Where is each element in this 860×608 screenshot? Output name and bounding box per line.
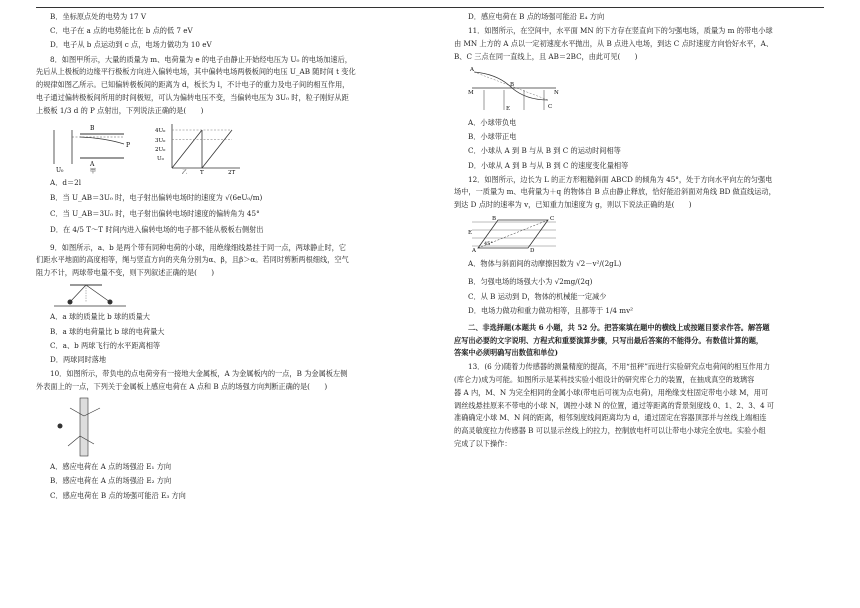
q10-option-d: D．感应电荷在 B 点的场强可能沿 E₄ 方向 <box>468 12 605 21</box>
q12-stem: 12．如图所示，边长为 L 的正方形粗糙斜面 ABCD 的倾角为 45°，处于方向水平向左的匀强电 场中，一质量为 m、电荷量为＋q 的物体自 B 点由静止释放，恰好能沿斜面对角线 BD 做直线运动， 到达 D 点时的速率为 v，已知重力加速度为 g，则以下说法正确的是( ) <box>454 174 776 210</box>
svg-text:2T: 2T <box>228 169 236 174</box>
svg-text:45°: 45° <box>484 241 493 248</box>
deflection-plates-figure <box>50 120 140 174</box>
svg-text:N: N <box>554 89 559 96</box>
svg-text:E: E <box>506 105 511 112</box>
q11-option-a: A．小球带负电 <box>468 117 517 127</box>
right-column <box>454 12 826 453</box>
q13-text: 13．(6 分)随着力传感器的测量精度的提高，不用“扭秤”而进行实验研究点电荷间的相互作用力 (库仑力)成为可能。如图所示是某科技实验小组设计的研究库仑力的装置，在抽成真空的玻璃容 器 A 内，M、N 为完全相同的金属小球(带电后可视为点电荷)，用绝缘支柱固定带电小球 M，用可 调丝线悬挂原来不带电的小球 N，调控小球 N 的位置，通过等距离的背景刻度线 0、1、2、3、4 可 准确确定小球 M、N 间的距离，相邻刻度线间距离均为 d，通过固定在容器顶部并与丝线上端相连 的高灵敏度拉力传感器 B 可以显示丝线上的拉力，控制放电杆可以让带电小球完全放电。实验小组 完成了以下操作： <box>454 362 774 448</box>
q11-figure <box>468 66 826 114</box>
svg-text:A: A <box>90 160 95 168</box>
q12-figure <box>468 214 826 254</box>
hanging-balls-figure <box>50 282 130 308</box>
q9-option-c: C．a、b 两球飞行的水平距离相等 <box>50 340 161 350</box>
q9-option-d: D．两球同时落地 <box>50 354 107 364</box>
metal-plate-figure <box>50 396 120 458</box>
svg-text:C: C <box>550 216 555 223</box>
q11-stem: 11．如图所示，在空间中，水平面 MN 的下方存在竖直向下的匀强电场，质量为 m 的带电小球 由 MN 上方的 A 点以一定初速度水平抛出，从 B 点进入电场，到达 C 点时速度方向恰好水平，A、 B、C 三点在同一直线上，且 AB＝2BC，由此可见( ) <box>454 26 774 61</box>
svg-text:U₀: U₀ <box>56 166 64 174</box>
q10-stem: 10．如图所示，带负电的点电荷旁有一接地大金属板，A 为金属板内的一点，B 为金属板左侧 外表面上的一点，下列关于金属板上感应电荷在 A 点和 B 点的场强方向判断正确的是( ) <box>36 369 348 391</box>
svg-text:T: T <box>200 169 204 174</box>
q11-option-d: D．小球从 A 到 B 与从 B 到 C 的速度变化量相等 <box>468 160 629 170</box>
svg-text:乙: 乙 <box>182 169 188 174</box>
svg-text:P: P <box>126 141 131 149</box>
svg-text:2U₀: 2U₀ <box>155 146 166 153</box>
top-rule <box>36 7 824 8</box>
section-two-heading: 二、非选择题(本题共 6 小题，共 52 分。把答案填在题中的横线上或按题目要求作答。解答题 应写出必要的文字说明、方程式和重要演算步骤，只写出最后答案的不能得分。有数值计算的题， 答案中必须明确写出数值和单位) <box>454 322 770 358</box>
q11-option-b: B．小球带正电 <box>468 132 517 142</box>
q10-figure <box>50 396 408 458</box>
q9-option-a: A．a 球的质量比 b 球的质量大 <box>50 312 150 322</box>
q8-stem: 8．如图甲所示，大量的质量为 m、电荷量为 e 的电子由静止开始经电压为 U₀ 的电场加速后， 先后从上极板的边缘平行极板方向进入偏转电场，其中偏转电场两极板间的电压 U_AB 随时间 t 变化 的规律如图乙所示。已知偏转极板间的距离为 d，板长为 l，不计电子的重力及电子间的相互作用， 电子通过偏转极板间所用的时间极短，可认为偏转电压不变，当偏转电压为 3U₀ 时，粒子刚好从距 上极板 1/3 d 的 P 点射出，下列说法正确的是( ) <box>36 54 356 115</box>
q10-option-a: A．感应电荷在 A 点的场强沿 E₁ 方向 <box>50 462 172 472</box>
inclined-square-figure <box>468 214 560 254</box>
q8-option-d: D．在 4/5 T～T 时间内进入偏转电场的电子都不能从极板右侧射出 <box>50 224 264 234</box>
q10-option-b: B．感应电荷在 A 点的场强沿 E₂ 方向 <box>50 476 172 486</box>
svg-text:A: A <box>472 248 476 255</box>
svg-text:3U₀: 3U₀ <box>155 137 166 144</box>
q8-option-b: B．当 U_AB＝3U₀ 时，电子射出偏转电场时的速度为 √(6eU₀/m) <box>50 193 263 203</box>
svg-text:E: E <box>468 230 473 237</box>
q7-option-b: B．坐标原点处的电势为 17 V <box>50 12 147 21</box>
svg-text:4U₀: 4U₀ <box>155 127 166 134</box>
q9-figure <box>50 282 408 308</box>
left-column <box>36 12 408 505</box>
q11-option-c: C．小球从 A 到 B 与从 B 到 C 的运动时间相等 <box>468 146 621 156</box>
q9-stem: 9．如图所示，a、b 是两个带有同种电荷的小球，用绝缘细线悬挂于同一点，两球静止时，它 们距水平地面的高度相等，绳与竖直方向的夹角分别为α、β，且β＞α。若同时剪断两根细线，空气 阻力不计，两球带电量不变，则下列叙述正确的是( ) <box>36 242 349 278</box>
q8-option-a: A．d＝2l <box>50 177 82 187</box>
q9-option-b: B．a 球的电荷量比 b 球的电荷量大 <box>50 326 165 336</box>
q12-option-c: C．从 B 运动到 D，物体的机械能一定减少 <box>468 291 607 301</box>
svg-text:M: M <box>468 89 474 96</box>
q7-option-c: C．电子在 a 点的电势能比在 b 点的低 7 eV <box>50 26 193 36</box>
q7-option-d: D．电子从 b 点运动到 c 点，电场力做功为 10 eV <box>50 40 212 50</box>
q12-option-d: D．电场力做功和重力做功相等，且都等于 1/4 mv² <box>468 306 634 316</box>
q8-option-c: C．当 U_AB＝3U₀ 时，电子射出偏转电场时速度的偏转角为 45° <box>50 209 260 219</box>
svg-text:C: C <box>548 103 553 110</box>
q12-option-a: A．物体与斜面间的动摩擦因数为 √2－v²/(2gL) <box>468 259 622 269</box>
svg-text:A: A <box>470 66 474 73</box>
q10-option-c: C．感应电荷在 B 点的场强可能沿 E₃ 方向 <box>50 490 186 500</box>
q12-option-b: B．匀强电场的场强大小为 √2mg/(2q) <box>468 277 593 287</box>
svg-text:B: B <box>510 81 515 88</box>
projectile-field-figure <box>468 66 560 114</box>
voltage-time-graph <box>154 120 244 174</box>
svg-text:B: B <box>90 124 95 132</box>
q8-figures <box>50 120 408 174</box>
svg-text:B: B <box>492 216 497 223</box>
svg-text:甲: 甲 <box>90 167 97 174</box>
svg-text:D: D <box>530 248 535 255</box>
svg-text:U₀: U₀ <box>157 155 164 162</box>
